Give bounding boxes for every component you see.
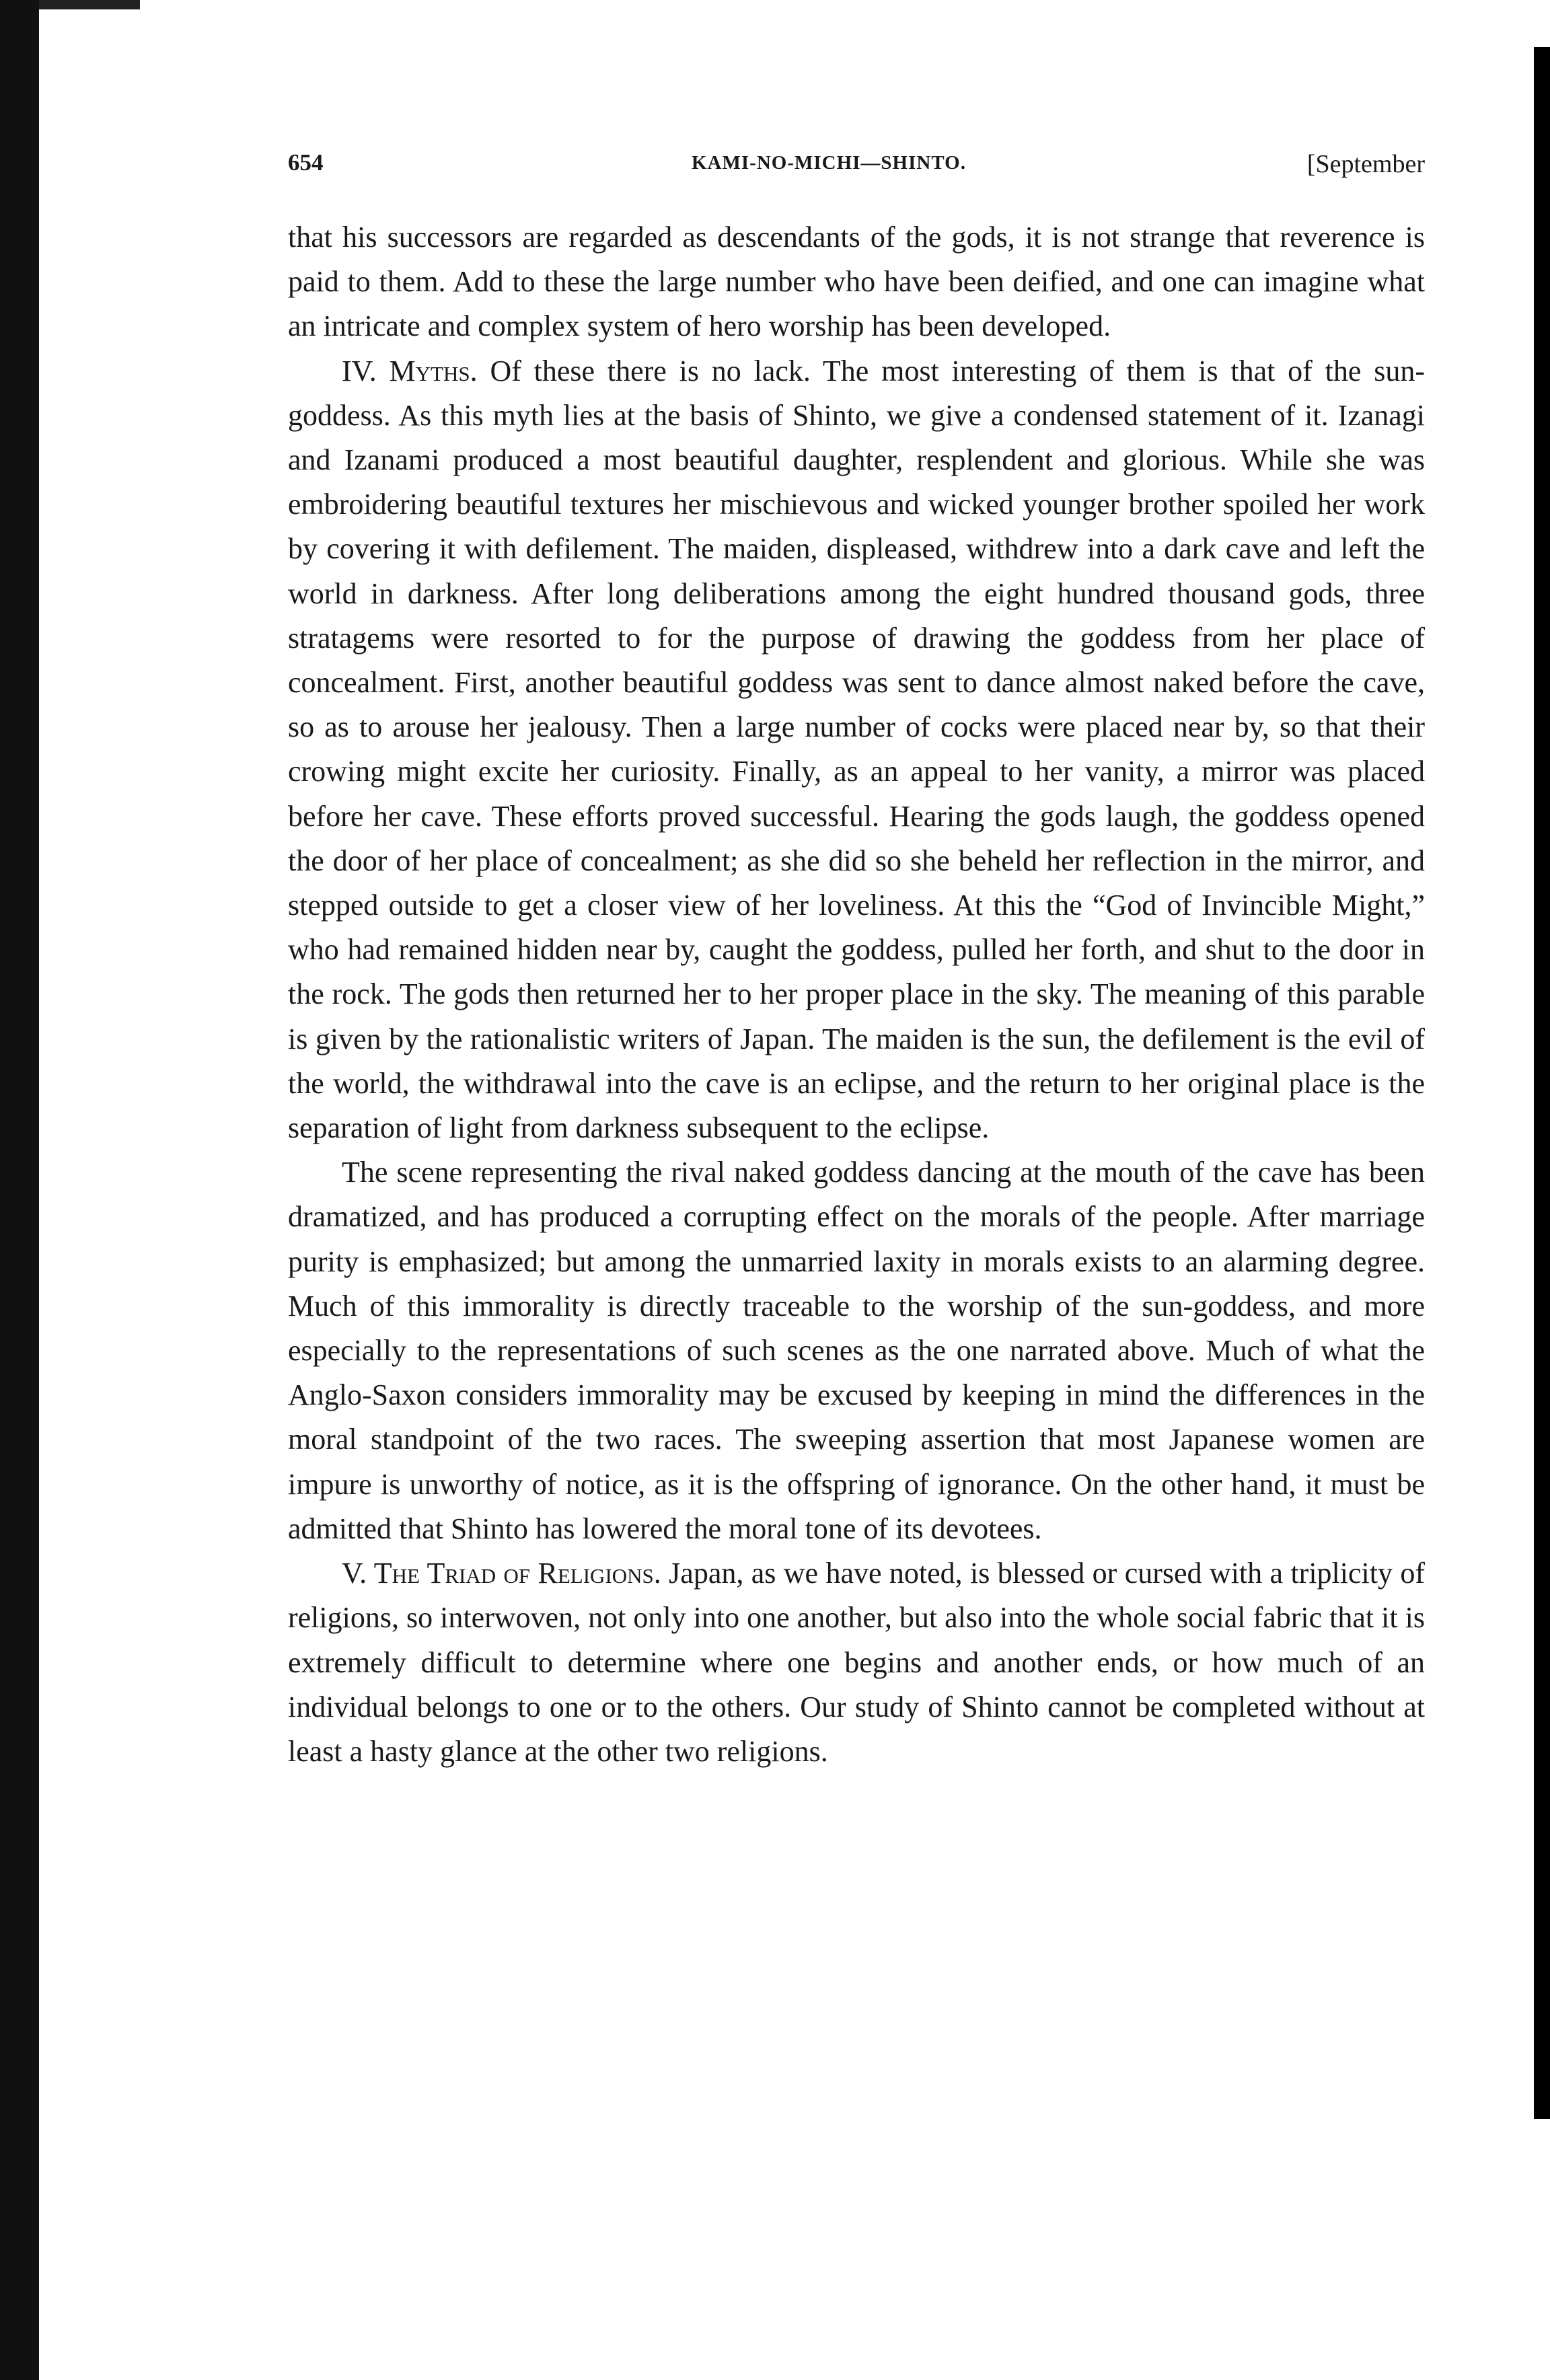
section-heading-myths: IV. Myths. (342, 354, 478, 387)
section-heading-triad: V. The Triad of Religions. (342, 1557, 661, 1590)
paragraph-myths (288, 349, 1425, 1151)
paragraph-text: that his successors are regarded as descendants of the gods, it is not strange that reverence is paid to them. Add to these the large number who have been deified, and one can imagine what an intricate and complex system of hero worship has been developed. (288, 221, 1425, 343)
body-text (288, 215, 1425, 1774)
paragraph-continuation (288, 215, 1425, 349)
paragraph-text: The scene representing the rival naked goddess dancing at the mouth of the cave has been dramatized, and has produced a corrupting effect on the morals of the people. After marriage purity is emphasized; but among the unmarried laxity in morals exists to an alarming degree. Much of this immorality is directly traceable to the worship of the sun-goddess, and more especially to the representations of such scenes as the one narrated above. Much of what the Anglo-Saxon considers immorality may be excused by keeping in mind the differences in the moral standpoint of the two races. The sweeping assertion that most Japanese women are impure is unworthy of notice, as it is the offspring of ignorance. On the other hand, it must be admitted that Shinto has lowered the moral tone of its devotees. (288, 1156, 1425, 1545)
paragraph-morals (288, 1150, 1425, 1551)
scan-border-left (0, 0, 39, 2380)
running-date: [September (1306, 150, 1425, 178)
running-head (288, 149, 1425, 187)
paragraph-text: Japan, as we have noted, is blessed or cursed with a triplicity of religions, so interwoven, not only into one another, but also into the whole social fabric that it is extremely difficult to determine where one begins and another ends, or how much of an individual belongs to one or to the others. Our study of Shinto cannot be completed without at least a hasty glance at the other two religions. (288, 1557, 1426, 1768)
paragraph-triad (288, 1551, 1425, 1774)
scan-border-left-tab (39, 0, 140, 9)
book-page (288, 149, 1425, 1774)
running-title: KAMI-NO-MICHI—SHINTO. (692, 152, 966, 174)
scan-border-right (1534, 47, 1550, 2119)
paragraph-text: Of these there is no lack. The most interesting of them is that of the sun-goddess. As this myth lies at the basis of Shinto, we give a condensed statement of it. Izanagi and Izanami produced a most beautiful daughter, resplendent and glorious. While she was embroidering beautiful textures her mischievous and wicked younger brother spoiled her work by covering it with defilement. The maiden, displeased, withdrew into a dark cave and left the world in darkness. After long deliberations among the eight hundred thousand gods, three stratagems were resorted to for the purpose of drawing the goddess from her place of concealment. First, another beautiful goddess was sent to dance almost naked before the cave, so as to arouse her jealousy. Then a large number of cocks were placed near by, so that their crowing might excite her curiosity. Finally, as an appeal to her vanity, a mirror was placed before her cave. These efforts proved successful. Hearing the gods laugh, the goddess opened the door of her place of concealment; as she did so she beheld her reflection in the mirror, and stepped outside to get a closer view of her loveliness. At this the “God of Invincible Might,” who had remained hidden near by, caught the goddess, pulled her forth, and shut to the door in the rock. The gods then returned her to her proper place in the sky. The meaning of this parable is given by the rationalistic writers of Japan. The maiden is the sun, the defilement is the evil of the world, the withdrawal into the cave is an eclipse, and the return to her original place is the separation of light from darkness subsequent to the eclipse. (288, 354, 1425, 1145)
page-number: 654 (288, 149, 324, 176)
